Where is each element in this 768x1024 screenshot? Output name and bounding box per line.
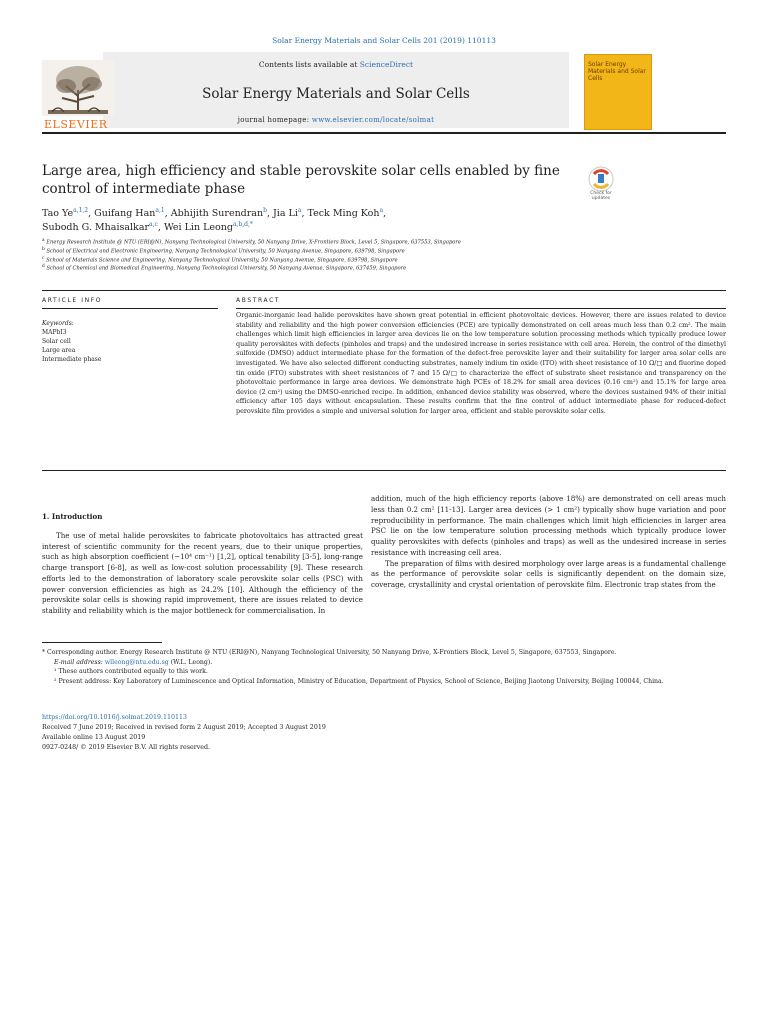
copyright-line: 0927-0248/ © 2019 Elsevier B.V. All rights reserved. [42, 744, 211, 752]
check-for-updates-label[interactable]: Check for updates [590, 191, 612, 201]
article-info-heading: ARTICLE INFO [42, 297, 103, 304]
header-divider [42, 132, 726, 134]
elsevier-wordmark: ELSEVIER [44, 118, 108, 131]
email-suffix: (W.L. Leong). [168, 658, 213, 666]
author-name[interactable]: Teck Ming Koh [307, 208, 380, 220]
author-affiliation-marker: a,c [149, 220, 158, 228]
contents-line [103, 60, 569, 69]
body-paragraph: The use of metal halide perovskites to fabricate photovoltaics has attracted great interest of scientific community for the recent years, due to their unique properties, such as high absorption coefficient (~10⁴ cm⁻¹) [1,2], optical tenability [3-5], long-range charge transport [6-8], as well as low-cost solution processability [9]. These research efforts led to the demonstration of laboratory scale perovskite solar cells (PSC) with power conversion efficiencies as high as 24.2% [10]. Although the efficiency of the perovskite solar cells is showing rapid improvement, there are issues related to device stability and reliability which is the major bottleneck for commercialisation. In [42, 530, 363, 616]
journal-cover-title: Solar Energy Materials and Solar Cells [588, 61, 646, 82]
author-name[interactable]: Abhijith Surendran [170, 208, 264, 220]
email-link[interactable]: wlleong@ntu.edu.sg [104, 658, 169, 666]
corresponding-author-note: * Corresponding author. Energy Research Institute @ NTU (ERI@N), Nanyang Technological University, 50 Nanyang Drive, X-Frontiers Block, Level 5, Singapore, 637553, Singapore. [42, 649, 617, 656]
homepage-link[interactable]: www.elsevier.com/locate/solmat [311, 116, 435, 124]
author-affiliation-marker: b [263, 207, 267, 214]
contents-prefix: Contents lists available at [258, 60, 360, 69]
abstract-underline [236, 308, 726, 309]
footnotes [42, 648, 726, 686]
publication-info [42, 713, 726, 753]
author-name[interactable]: Jia Li [272, 208, 298, 220]
author-affiliation-marker: a,1,2 [73, 207, 89, 214]
body-paragraph: The preparation of films with desired morphology over large areas is a fundamental challenge as the performance of perovskite solar cells is significantly dependent on the domain size, coverage, crystallinity and crystal orientation of perovskite film. Electronic trap states from the [371, 558, 726, 590]
author-list: Tao Ye$^{a,1,2}$, Guifang Han$^{a,1}$, Abhijith Surendran$^b$, Jia Li$^a$, Teck Ming Koh$^a$, Subodh G. Mhaisalkar$^{a,c}$, Wei Lin Leong$^{a,b,d,*}$ [42, 207, 387, 234]
body-column-right [371, 494, 726, 591]
author-affiliation-marker: a [297, 207, 302, 214]
author-name[interactable]: Wei Lin Leong [163, 222, 233, 234]
affiliation-item: $^d$ School of Chemical and Biomedical Engineering, Nanyang Technological University, 50 Nanyang Avenue, Singapore, 637459, Singapore [42, 264, 407, 273]
equal-contribution-note: ¹ These authors contributed equally to this work. [54, 668, 208, 676]
footnote-divider [42, 642, 162, 643]
doi-link[interactable]: https://doi.org/10.1016/j.solmat.2019.110113 [42, 714, 188, 721]
keyword-item: Large area [42, 347, 76, 354]
sciencedirect-link[interactable]: ScienceDirect [359, 60, 414, 69]
author-name[interactable]: Tao Ye [42, 208, 74, 220]
affiliation-item: $^c$ School of Materials Science and Engineering, Nanyang Technological University, 50 Nanyang Avenue, Singapore, 639798, Singapore [42, 255, 398, 264]
keywords-block [42, 319, 222, 364]
author-name[interactable]: Subodh G. Mhaisalkar [42, 222, 150, 234]
body-paragraph: addition, much of the high efficiency reports (above 18%) are demonstrated on cell areas much less than 0.2 cm² [11-13]. Larger area devices (> 1 cm²) typically show huge variation and poor reproducibility in performance. The main challenges which limit high efficiencies in larger area PSC lie on the low temperature solution processing methods which typically produce lower quality perovskites with defects (pinholes and traps) as well as the undesired increase in series resistance with increasing cell area. [371, 494, 726, 557]
journal-homepage [103, 116, 569, 124]
author-affiliation-marker: a,b,d,* [232, 220, 253, 228]
info-divider-top [42, 290, 726, 291]
received-dates: Received 7 June 2019; Received in revised form 2 August 2019; Accepted 3 August 2019 [42, 724, 326, 732]
abstract-divider-bottom [42, 470, 726, 471]
present-address-note: ² Present address: Key Laboratory of Luminescence and Optical Information, Ministry of Education, Department of Physics, School of Science, Beijing Jiaotong University, Beijing 100044, China. [54, 677, 664, 685]
keywords-label: Keywords: [42, 320, 74, 327]
author-name[interactable]: Guifang Han [94, 208, 156, 220]
abstract-heading: ABSTRACT [236, 297, 281, 304]
affiliation-item: $^a$ Energy Research Institute @ NTU (ERI@N), Nanyang Technological University, 50 Nanyang Drive, X-Frontiers Block, Level 5, Singapore, 637553, Singapore [42, 238, 461, 246]
author-affiliation-marker: a,1 [155, 207, 165, 214]
homepage-prefix: journal homepage: [237, 116, 312, 124]
affiliation-item: $^b$ School of Electrical and Electronic Engineering, Nanyang Technological University, 50 Nanyang Avenue, Singapore, 639798, Singapore [42, 246, 405, 255]
abstract-text: Organic-inorganic lead halide perovskites have shown great potential in efficient photovoltaic devices. However, there are issues related to device stability and reliability and the high power conversion efficiencies (PCE) are typically demonstrated on cell areas much less than 0.2 cm². The main challenges which limit high efficiencies in larger area devices lie on the low temperature solution processing methods which typically produce lower quality perovskites with defects (pinholes and traps) and the undesired increase in series resistance with cell area. Herein, the control of the dimethyl sulfoxide (DMSO) adduct intermediate phase for the formation of the defect-free perovskite layer and their suitability for larger area solar cells are investigated. We have also selected different conducting substrates, namely indium tin oxide (ITO) with sheet resistance of 10 Ω/□ and fluorine doped tin oxide (FTO) substrates with sheet resistances of 7 and 15 Ω/□ to characterize the effect of substrate sheet resistance and transparency on the photovoltaic performance in large area devices. We demonstrate high PCEs of 18.2% for small area devices (0.16 cm²) and 15.1% for large area device (2 cm²) using the DMSO-enriched recipe. In addition, enhanced device stability was observed, where the devices sustained 94% of their initial efficiency after 105 days without encapsulation. These results confirm that the fine control of adduct intermediate phase for reduced-defect perovskite film provides a simple and universal solution for larger area, efficient and stable perovskite solar cells. [236, 311, 726, 416]
available-online-date: Available online 13 August 2019 [42, 734, 146, 742]
keyword-item: Intermediate phase [42, 356, 102, 363]
email-label: E-mail address: [54, 658, 105, 666]
affiliation-list [42, 238, 722, 273]
body-column-left [42, 512, 363, 617]
email-note [42, 658, 726, 668]
article-title: Large area, high efficiency and stable perovskite solar cells enabled by fine control of intermediate phase [42, 163, 560, 198]
article-info-underline [42, 308, 218, 309]
journal-title: Solar Energy Materials and Solar Cells [202, 86, 470, 102]
author-affiliation-marker: a [379, 207, 384, 214]
introduction-heading: 1. Introduction [42, 512, 103, 521]
keyword-item: MAPbI3 [42, 329, 67, 336]
keyword-item: Solar cell [42, 338, 71, 345]
journal-reference[interactable]: Solar Energy Materials and Solar Cells 201 (2019) 110113 [272, 36, 496, 45]
